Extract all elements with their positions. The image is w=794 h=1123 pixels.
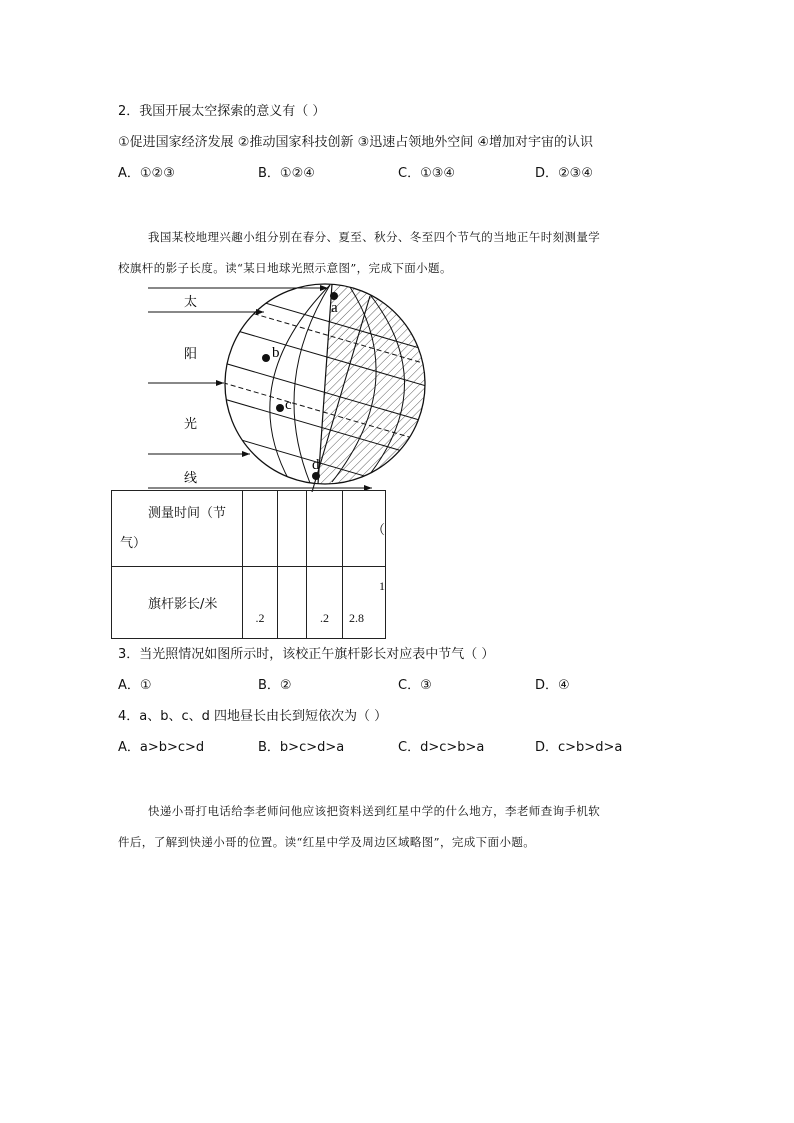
q4-stem: 4．a、b、c、d 四地昼长由长到短依次为（ ） bbox=[118, 709, 388, 724]
q2-option-c[interactable]: C．①③④ bbox=[398, 166, 456, 181]
q2-option-b[interactable]: B．①②④ bbox=[258, 166, 315, 181]
measure-time-header: 测量时间（节 气） bbox=[112, 491, 243, 567]
sun-label-char-2: 阳 bbox=[184, 347, 198, 362]
intro2-line1: 快递小哥打电话给李老师问他应该把资料送到红星中学的什么地方，李老师查询手机软 bbox=[148, 804, 601, 818]
table-row bbox=[112, 567, 386, 639]
point-d-label: d bbox=[312, 457, 320, 473]
q2-option-d[interactable]: D．②③④ bbox=[535, 166, 593, 181]
q4-option-d[interactable]: D．c>b>d>a bbox=[535, 740, 623, 755]
intro2-line2: 件后，了解到快递小哥的位置。读“红星中学及周边区域略图”，完成下面小题。 bbox=[118, 835, 536, 849]
shadow-length-header: 旗杆影长/米 bbox=[112, 567, 243, 639]
point-b-label: b bbox=[272, 345, 280, 361]
measurement-table bbox=[111, 490, 386, 639]
table-cell bbox=[278, 567, 307, 639]
table-cell bbox=[243, 491, 278, 567]
table-cell: .2 bbox=[243, 567, 278, 639]
point-d bbox=[312, 472, 320, 480]
earth-illumination-diagram bbox=[140, 282, 430, 492]
table-cell: （ bbox=[343, 491, 386, 567]
table-cell bbox=[307, 491, 343, 567]
q3-option-c[interactable]: C．③ bbox=[398, 678, 432, 693]
point-c bbox=[276, 404, 284, 412]
table-edge-value: 1 bbox=[379, 579, 385, 593]
intro1-line1: 我国某校地理兴趣小组分别在春分、夏至、秋分、冬至四个节气的当地正午时刻测量学 bbox=[148, 230, 601, 244]
q2-stem: 2．我国开展太空探索的意义有（ ） bbox=[118, 104, 326, 119]
q4-option-b[interactable]: B．b>c>d>a bbox=[258, 740, 345, 755]
q3-option-d[interactable]: D．④ bbox=[535, 678, 570, 693]
sun-label-char-3: 光 bbox=[184, 417, 198, 432]
point-c-label: c bbox=[285, 397, 292, 413]
q3-stem: 3．当光照情况如图所示时，该校正午旗杆影长对应表中节气（ ） bbox=[118, 647, 495, 662]
table-cell: .2 bbox=[307, 567, 343, 639]
point-b bbox=[262, 354, 270, 362]
q3-option-b[interactable]: B．② bbox=[258, 678, 292, 693]
intro1-line2: 校旗杆的影子长度。读“某日地球光照示意图”，完成下面小题。 bbox=[118, 261, 452, 275]
q3-option-a[interactable]: A．① bbox=[118, 678, 152, 693]
sun-label-char-4: 线 bbox=[184, 471, 198, 486]
sun-label-char-1: 太 bbox=[184, 295, 198, 310]
q4-option-a[interactable]: A．a>b>c>d bbox=[118, 740, 205, 755]
table-cell bbox=[278, 491, 307, 567]
q2-option-a[interactable]: A．①②③ bbox=[118, 166, 175, 181]
point-a-label: a bbox=[331, 300, 338, 316]
table-cell: 1 2.8 bbox=[343, 567, 386, 639]
q2-statements: ①促进国家经济发展 ②推动国家科技创新 ③迅速占领地外空间 ④增加对宇宙的认识 bbox=[118, 135, 594, 150]
table-row bbox=[112, 491, 386, 567]
q4-option-c[interactable]: C．d>c>b>a bbox=[398, 740, 485, 755]
point-a bbox=[330, 292, 338, 300]
